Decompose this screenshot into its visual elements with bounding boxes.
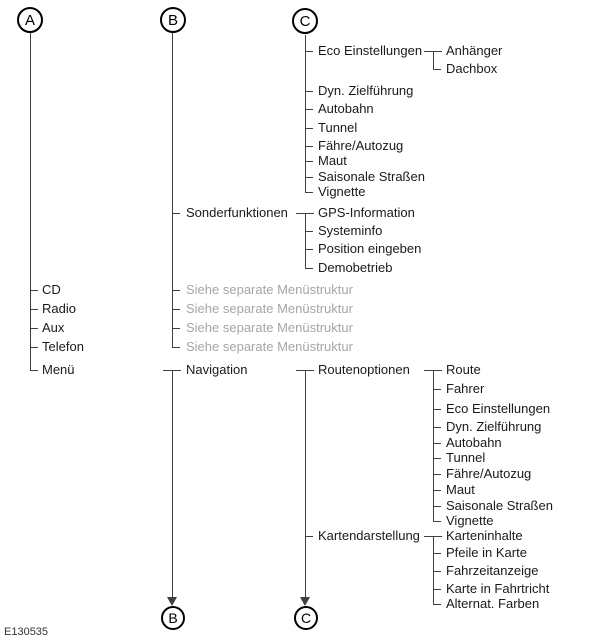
tick-note-3 bbox=[172, 328, 180, 329]
line-c-lower bbox=[305, 370, 306, 597]
tick-fahrzeitanzeige bbox=[433, 571, 441, 572]
arrow-down-b bbox=[167, 597, 177, 606]
menu-item-gps-information: GPS-Information bbox=[318, 205, 415, 220]
menu-item-karte-in-fahrtricht: Karte in Fahrtricht bbox=[446, 581, 550, 596]
connector-circle-c-bottom bbox=[294, 606, 318, 630]
menu-item-fahrzeitanzeige: Fahrzeitanzeige bbox=[446, 563, 539, 578]
menu-item-maut-2: Maut bbox=[446, 482, 475, 497]
menu-item-maut: Maut bbox=[318, 153, 347, 168]
menu-item-faehre-autozug-2: Fähre/Autozug bbox=[446, 466, 532, 481]
tick-autobahn bbox=[305, 109, 313, 110]
tick-saisonale-2 bbox=[433, 506, 441, 507]
menu-item-alternat-farben: Alternat. Farben bbox=[446, 596, 540, 611]
menu-item-anhaenger: Anhänger bbox=[446, 43, 503, 58]
tick-autobahn-2 bbox=[433, 443, 441, 444]
tick-alternat-corner bbox=[433, 604, 441, 605]
tick-karte-fahrtricht bbox=[433, 589, 441, 590]
tick-position-eingeben bbox=[305, 249, 313, 250]
line-c-upper bbox=[305, 35, 306, 192]
line-c-sonder-subtree bbox=[305, 213, 306, 268]
menu-item-dyn-zielfuehrung-2: Dyn. Zielführung bbox=[446, 419, 542, 434]
connector-circle-a-top bbox=[17, 7, 43, 33]
tick-note-2 bbox=[172, 309, 180, 310]
menu-item-aux: Aux bbox=[42, 320, 65, 335]
tick-vignette-2-corner bbox=[433, 521, 441, 522]
branch-junction-navigation bbox=[163, 370, 181, 371]
menu-item-pfeile-in-karte: Pfeile in Karte bbox=[446, 545, 527, 560]
tick-demobetrieb-corner bbox=[305, 268, 313, 269]
connector-circle-c-top bbox=[292, 8, 318, 34]
tick-radio bbox=[30, 309, 38, 310]
branch-junction-eco-children bbox=[424, 51, 442, 52]
connector-letter: A bbox=[24, 11, 35, 29]
menu-item-telefon: Telefon bbox=[42, 339, 84, 354]
tick-eco-2 bbox=[433, 409, 441, 410]
tick-saisonale bbox=[305, 177, 313, 178]
menu-item-sonderfunktionen: Sonderfunktionen bbox=[186, 205, 288, 220]
branch-junction-karten-children bbox=[424, 536, 442, 537]
connector-letter: C bbox=[300, 610, 312, 626]
tick-dyn-zielfuehrung bbox=[305, 91, 313, 92]
menu-item-eco-einstellungen: Eco Einstellungen bbox=[318, 43, 423, 58]
connector-letter: C bbox=[299, 12, 311, 30]
tick-dachbox-corner bbox=[433, 69, 441, 70]
line-d-routen-subtree bbox=[433, 370, 434, 521]
menu-item-demobetrieb: Demobetrieb bbox=[318, 260, 393, 275]
line-b-upper bbox=[172, 33, 173, 347]
tick-note-1 bbox=[172, 290, 180, 291]
menu-item-autobahn-2: Autobahn bbox=[446, 435, 502, 450]
menu-item-karteninhalte: Karteninhalte bbox=[446, 528, 523, 543]
connector-circle-b-bottom bbox=[161, 606, 185, 630]
menu-item-route: Route bbox=[446, 362, 481, 377]
menu-item-menue: Menü bbox=[42, 362, 75, 377]
menu-item-vignette-2: Vignette bbox=[446, 513, 494, 528]
branch-junction-routenoptionen bbox=[296, 370, 314, 371]
line-d-eco-subtree bbox=[433, 51, 434, 69]
line-a bbox=[30, 33, 31, 370]
note-separate-menu-2: Siehe separate Menüstruktur bbox=[186, 301, 353, 316]
line-d-karten-subtree bbox=[433, 536, 434, 604]
menu-item-cd: CD bbox=[42, 282, 61, 297]
note-separate-menu-4: Siehe separate Menüstruktur bbox=[186, 339, 353, 354]
tick-tunnel bbox=[305, 128, 313, 129]
menu-item-tunnel: Tunnel bbox=[318, 120, 358, 135]
tick-cd bbox=[30, 290, 38, 291]
tick-menue-corner bbox=[30, 370, 38, 371]
menu-item-routenoptionen: Routenoptionen bbox=[318, 362, 410, 377]
menu-item-saisonale-strassen: Saisonale Straßen bbox=[318, 169, 425, 184]
figure-code: E130535 bbox=[4, 626, 49, 638]
tick-eco bbox=[305, 51, 313, 52]
line-b-lower bbox=[172, 370, 173, 597]
tick-tunnel-2 bbox=[433, 458, 441, 459]
tick-dyn-zielfuehrung-2 bbox=[433, 427, 441, 428]
menu-item-vignette: Vignette bbox=[318, 184, 366, 199]
tick-sonderfunktionen bbox=[172, 213, 180, 214]
tick-fahrer bbox=[433, 389, 441, 390]
menu-item-fahrer: Fahrer bbox=[446, 381, 485, 396]
tick-maut-2 bbox=[433, 490, 441, 491]
tick-vignette-corner bbox=[305, 192, 313, 193]
tick-note-4-corner bbox=[172, 347, 180, 348]
menu-item-tunnel-2: Tunnel bbox=[446, 450, 486, 465]
menu-item-saisonale-strassen-2: Saisonale Straßen bbox=[446, 498, 553, 513]
menu-item-position-eingeben: Position eingeben bbox=[318, 241, 422, 256]
note-separate-menu-1: Siehe separate Menüstruktur bbox=[186, 282, 353, 297]
arrow-down-c bbox=[300, 597, 310, 606]
tick-telefon bbox=[30, 347, 38, 348]
menu-item-radio: Radio bbox=[42, 301, 76, 316]
tick-aux bbox=[30, 328, 38, 329]
menu-item-autobahn: Autobahn bbox=[318, 101, 374, 116]
branch-junction-routen-children bbox=[424, 370, 442, 371]
tick-faehre-2 bbox=[433, 474, 441, 475]
menu-item-systeminfo: Systeminfo bbox=[318, 223, 383, 238]
tick-pfeile bbox=[433, 553, 441, 554]
connector-circle-b-top bbox=[160, 7, 186, 33]
connector-letter: B bbox=[167, 11, 178, 29]
note-separate-menu-3: Siehe separate Menüstruktur bbox=[186, 320, 353, 335]
menu-item-dachbox: Dachbox bbox=[446, 61, 498, 76]
menu-item-kartendarstellung: Kartendarstellung bbox=[318, 528, 420, 543]
menu-item-faehre-autozug: Fähre/Autozug bbox=[318, 138, 404, 153]
menu-item-dyn-zielfuehrung: Dyn. Zielführung bbox=[318, 83, 414, 98]
tick-faehre bbox=[305, 146, 313, 147]
tick-kartendarstellung bbox=[305, 536, 313, 537]
branch-junction-sonder-children bbox=[296, 213, 314, 214]
menu-item-navigation: Navigation bbox=[186, 362, 248, 377]
tick-maut bbox=[305, 161, 313, 162]
menu-item-eco-einstellungen-2: Eco Einstellungen bbox=[446, 401, 551, 416]
tick-systeminfo bbox=[305, 231, 313, 232]
connector-letter: B bbox=[168, 610, 178, 626]
